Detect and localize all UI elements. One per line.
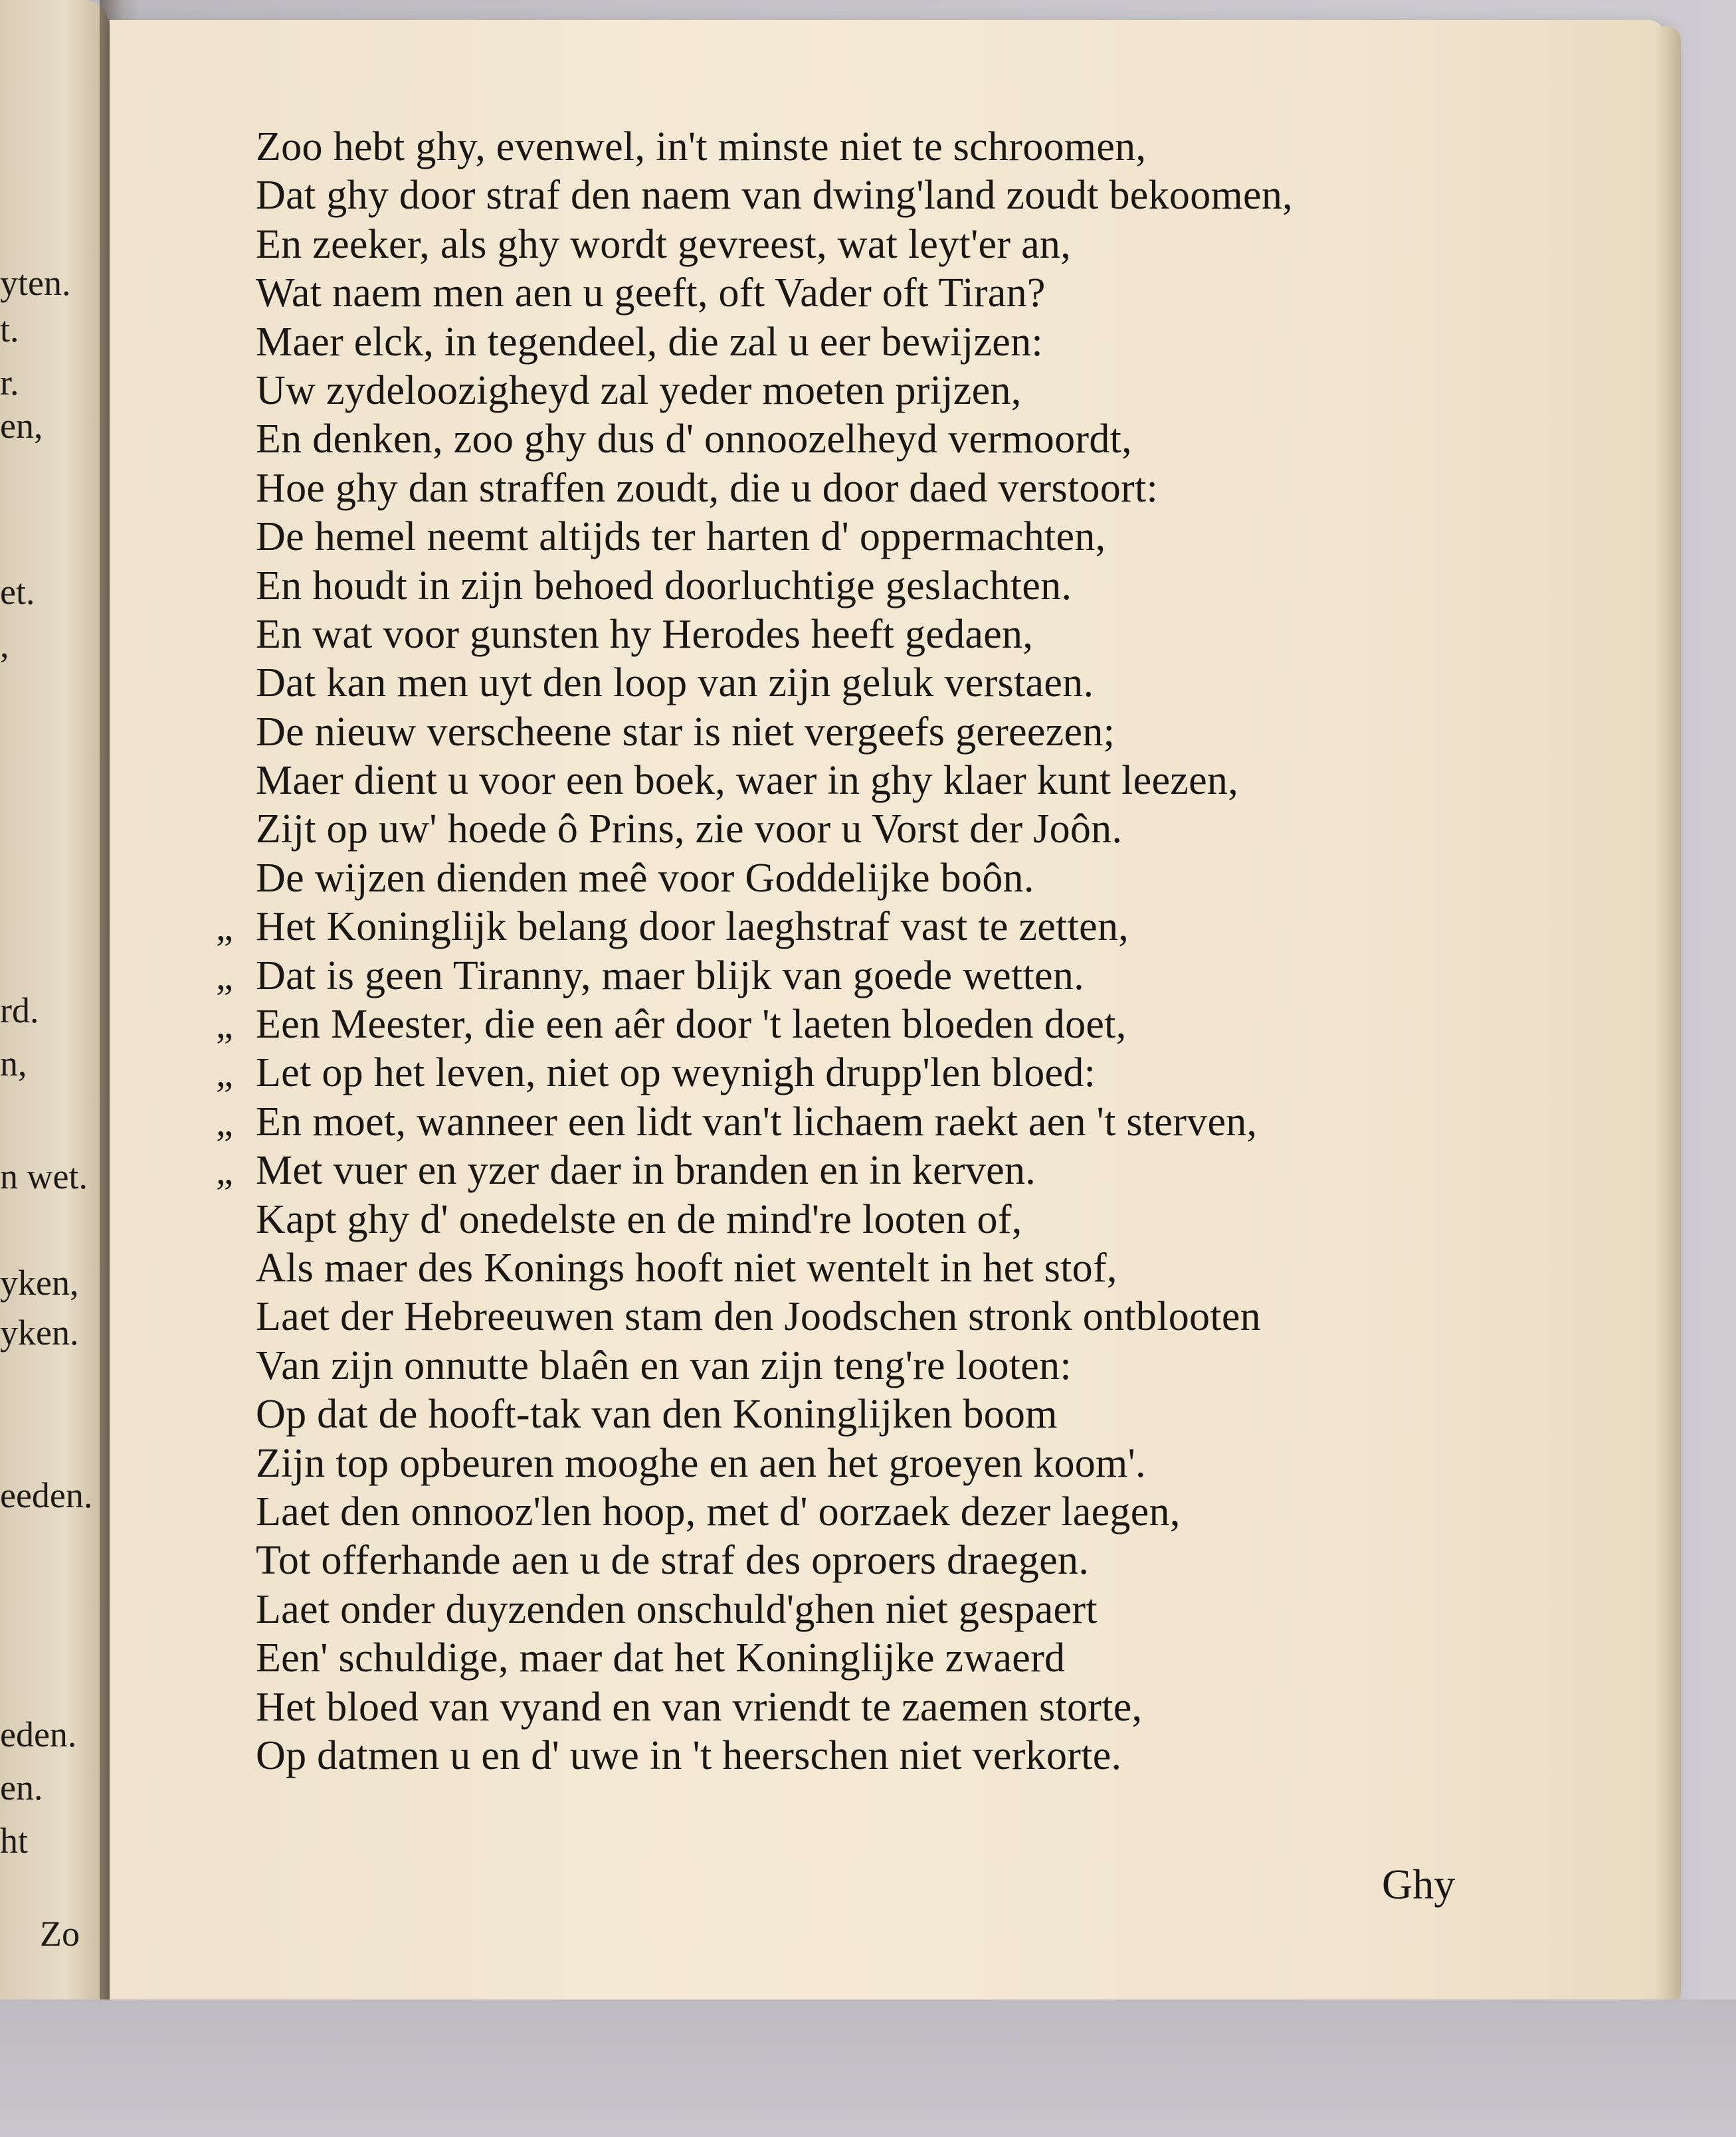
quotation-mark: „ — [216, 1052, 234, 1095]
left-page-fragment: eden. — [0, 1715, 77, 1754]
verse-text: Zoo hebt ghy, evenwel, in't minste niet te schroomen, — [256, 124, 1147, 169]
left-page-fragment: eeden. — [0, 1475, 93, 1515]
left-page-fragment: n, — [0, 1044, 27, 1083]
left-page-fragment: , — [0, 625, 9, 665]
verse-text: Zijt op uw' hoede ô Prins, zie voor u Vorst der Joôn. — [256, 806, 1123, 852]
verse-line — [256, 269, 1505, 318]
verse-text: Dat ghy door straf den naem van dwing'land zoudt bekoomen, — [256, 173, 1293, 219]
verse-line — [256, 221, 1505, 269]
verse-text: Een' schuldige, maer dat het Koninglijke zwaerd — [256, 1635, 1066, 1681]
left-page-fragment: yken, — [0, 1263, 79, 1303]
left-page-fragment: ht — [0, 1821, 29, 1861]
verse-text: Tot offerhande aen u de straf des oproers draegen. — [256, 1538, 1090, 1584]
verse-text: Laet der Hebreeuwen stam den Joodschen stronk ontblooten — [256, 1294, 1261, 1340]
verse-text: De wijzen dienden meê voor Goddelijke boôn. — [256, 855, 1034, 901]
verse-line — [256, 757, 1505, 805]
verse-text: En zeeker, als ghy wordt gevreest, wat leyt'er an, — [256, 221, 1072, 267]
page-edge — [1654, 27, 1681, 1999]
quotation-mark: „ — [216, 1149, 234, 1193]
quotation-mark: „ — [216, 954, 234, 998]
verse-line — [256, 708, 1505, 757]
verse-text: Let op het leven, niet op weynigh drupp'len bloed: — [256, 1050, 1096, 1096]
verse-text: Het bloed van vyand en van vriendt te zaemen storte, — [256, 1684, 1143, 1730]
left-page-fragment: yken. — [0, 1313, 79, 1352]
verse-line — [256, 1683, 1505, 1732]
verse-line — [256, 854, 1505, 903]
left-facing-page — [0, 0, 110, 2137]
verse-line — [256, 562, 1505, 610]
verse-line — [256, 123, 1505, 171]
verse-line — [256, 171, 1505, 220]
verse-line — [256, 1732, 1505, 1780]
left-page-fragment: en, — [0, 406, 43, 446]
left-page-fragment: en. — [0, 1768, 43, 1808]
verse-text: Hoe ghy dan straffen zoudt, die u door daed verstoort: — [256, 465, 1159, 511]
left-page-fragments — [0, 0, 110, 2137]
verse-line — [256, 1488, 1505, 1536]
verse-text: Op dat de hooft-tak van den Koninglijken boom — [256, 1392, 1058, 1438]
catchword: Ghy — [1382, 1861, 1456, 1908]
verse-line — [256, 1634, 1505, 1683]
verse-text: De hemel neemt altijds ter harten d' oppermachten, — [256, 514, 1106, 560]
background-surface — [0, 1999, 1736, 2137]
verse-line — [216, 1000, 1505, 1049]
verse-text: Laet onder duyzenden onschuld'ghen niet gespaert — [256, 1586, 1098, 1632]
verse-text: Als maer des Konings hooft niet wentelt in het stof, — [256, 1245, 1117, 1291]
verse-text: En wat voor gunsten hy Herodes heeft gedaen, — [256, 611, 1034, 657]
left-page-fragment: t. — [0, 310, 19, 349]
verse-line — [256, 1244, 1505, 1293]
quotation-mark: „ — [216, 1100, 234, 1144]
verse-text: Van zijn onnutte blaên en van zijn teng're looten: — [256, 1343, 1072, 1388]
quotation-mark: „ — [216, 1003, 234, 1047]
verse-line — [216, 1147, 1505, 1195]
verse-line — [256, 1293, 1505, 1341]
verse-line — [216, 1049, 1505, 1097]
left-page-fragment: yten. — [0, 263, 71, 303]
verse-text: Met vuer en yzer daer in branden en in kerven. — [256, 1148, 1036, 1194]
verse-line — [216, 903, 1505, 951]
left-page-fragment: r. — [0, 363, 19, 403]
verse-text: En denken, zoo ghy dus d' onnoozelheyd vermoordt, — [256, 417, 1132, 462]
left-page-fragment: Zo — [40, 1914, 80, 1954]
verse-line — [256, 415, 1505, 464]
verse-line — [216, 1098, 1505, 1147]
verse-line — [216, 952, 1505, 1000]
verse-line — [256, 513, 1505, 561]
verse-text: En houdt in zijn behoed doorluchtige geslachten. — [256, 563, 1072, 608]
verse-line — [256, 659, 1505, 707]
verse-block — [216, 123, 1505, 1780]
verse-text: Zijn top opbeuren mooghe en aen het groeyen koom'. — [256, 1440, 1146, 1486]
verse-line — [256, 1536, 1505, 1585]
verse-text: Uw zydeloozigheyd zal yeder moeten prijzen, — [256, 367, 1022, 413]
verse-line — [256, 1196, 1505, 1244]
left-page-fragment: rd. — [0, 990, 39, 1030]
verse-text: Maer dient u voor een boek, waer in ghy klaer kunt leezen, — [256, 758, 1239, 804]
verse-line — [256, 610, 1505, 659]
verse-text: Een Meester, die een aêr door 't laeten bloeden doet, — [256, 1002, 1127, 1048]
verse-line — [256, 464, 1505, 513]
verse-text: De nieuw verscheene star is niet vergeefs gereezen; — [256, 709, 1115, 755]
verse-line — [256, 805, 1505, 854]
verse-text: Dat kan men uyt den loop van zijn geluk verstaen. — [256, 660, 1094, 706]
verse-text: Wat naem men aen u geeft, oft Vader oft Tiran? — [256, 270, 1046, 316]
verse-line — [256, 367, 1505, 415]
left-page-fragment: n wet. — [0, 1157, 88, 1196]
verse-text: Laet den onnooz'len hoop, met d' oorzaek dezer laegen, — [256, 1489, 1181, 1534]
verse-text: Het Koninglijk belang door laeghstraf vast te zetten, — [256, 904, 1129, 950]
verse-text: Kapt ghy d' onedelste en de mind're looten of, — [256, 1196, 1022, 1242]
verse-line — [256, 1342, 1505, 1390]
verse-line — [256, 1440, 1505, 1488]
verse-text: En moet, wanneer een lidt van't lichaem raekt aen 't sterven, — [256, 1099, 1258, 1145]
verse-line — [256, 1586, 1505, 1634]
verse-line — [256, 1390, 1505, 1439]
verse-text: Maer elck, in tegendeel, die zal u eer bewijzen: — [256, 319, 1043, 365]
verse-line — [256, 318, 1505, 367]
verse-text: Dat is geen Tiranny, maer blijk van goede wetten. — [256, 953, 1084, 998]
left-page-fragment: et. — [0, 572, 35, 612]
verse-text: Op datmen u en d' uwe in 't heerschen niet verkorte. — [256, 1732, 1122, 1778]
quotation-mark: „ — [216, 905, 234, 949]
